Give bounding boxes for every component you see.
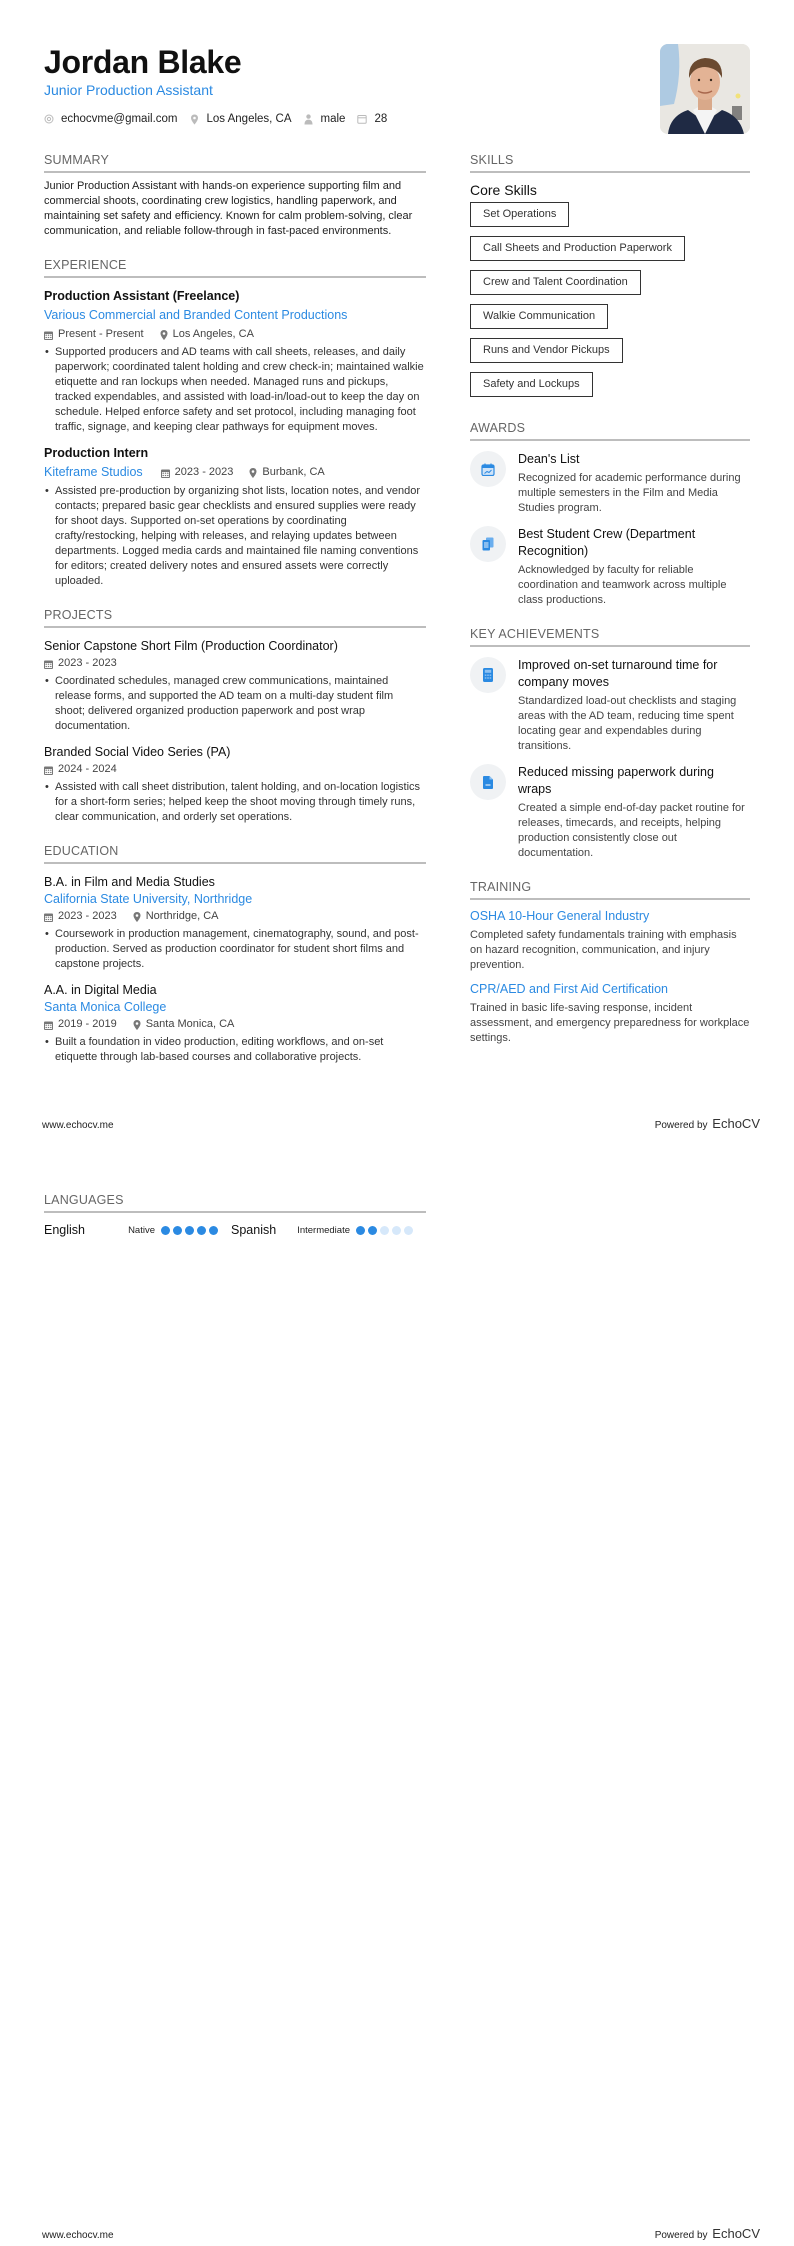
calendar-icon [161, 468, 170, 478]
bullet-item: • Coordinated schedules, managed crew communications, maintained release forms, and supported the AD team on a multi-day student film shoot; delivered organized production paperwork and post wrap documentation. [44, 674, 426, 734]
summary-section [44, 152, 426, 239]
job-title: Production Intern [44, 446, 149, 460]
dot-filled [197, 1226, 206, 1235]
map-pin-icon [133, 1020, 141, 1030]
degree: A.A. in Digital Media [44, 983, 157, 997]
bullet-item: • Built a foundation in video production, editing workflows, and on-set etiquette through lab-based courses and collaborative projects. [44, 1035, 426, 1065]
entry-location: Santa Monica, CA [133, 1017, 235, 1032]
contact-email[interactable] [44, 113, 178, 125]
entry-bullets [44, 674, 426, 734]
achievements-section [470, 626, 750, 861]
left-column [44, 152, 426, 1083]
project-title: Senior Capstone Short Film (Production Coordinator) [44, 639, 338, 653]
calendar-icon [44, 912, 53, 922]
school: California State University, Northridge [44, 892, 253, 906]
contact-gender [304, 113, 346, 125]
award-title: Best Student Crew (Department Recognition) [518, 527, 696, 558]
proficiency-dots [161, 1226, 221, 1235]
right-column [470, 152, 750, 1064]
skills-section [470, 152, 750, 406]
employer: Kiteframe Studios [44, 465, 143, 479]
entry-bullets [44, 484, 426, 589]
experience-entry [44, 445, 426, 589]
calculator-icon [483, 668, 493, 682]
summary-text: Junior Production Assistant with hands-on experience supporting film and commercial shoots, coordinating crew logistics, handling paperwork, and maintaining set safety and efficiency. Known for calm problem-solving, clear communication, and reliable follow-through in fast-paced environments. [44, 180, 413, 237]
job-title: Production Assistant (Freelance) [44, 289, 240, 303]
contact-gender-text: male [320, 113, 346, 125]
achievement-body [518, 657, 750, 754]
training-section [470, 879, 750, 1046]
dot-filled [185, 1226, 194, 1235]
footer-site-link[interactable]: www.echocv.me [42, 1120, 114, 1131]
school: Santa Monica College [44, 1000, 167, 1014]
entry-dates: 2023 - 2023 [44, 656, 117, 671]
skill-tag: Call Sheets and Production Paperwork [470, 236, 685, 261]
language-level: Native [128, 1224, 155, 1236]
resume-header [44, 44, 750, 136]
contact-email-text: echocvme@gmail.com [61, 113, 178, 125]
awards-section [470, 420, 750, 608]
degree: B.A. in Film and Media Studies [44, 875, 215, 889]
entry-meta [44, 656, 426, 671]
skills-group-title: Core Skills [470, 182, 537, 198]
entry-dates: 2024 - 2024 [44, 762, 117, 777]
dot-empty [380, 1226, 389, 1235]
employer: Various Commercial and Branded Content Productions [44, 308, 348, 322]
entry-dates: 2019 - 2019 [44, 1017, 117, 1032]
section-title: TRAINING [470, 879, 750, 900]
language-name: English [44, 1223, 85, 1237]
bullet-item: • Assisted pre-production by organizing shot lists, location notes, and vendor contacts; prepared basic gear checklists and ensured supplies were ready for shoot days. Supported on-set operations by coordinating crafty/restocking, helping with releases, and relaying updates between departments. Logged media cards and maintained file naming conventions for editors; created delivery notes and ensured assets were correctly uploaded. [44, 484, 426, 589]
candidate-name: Jordan Blake [44, 44, 242, 80]
section-title: KEY ACHIEVEMENTS [470, 626, 750, 647]
section-title: AWARDS [470, 420, 750, 441]
entry-bullets [44, 1035, 426, 1065]
section-title: PROJECTS [44, 607, 426, 628]
languages-row [44, 1223, 426, 1237]
award-body [518, 451, 750, 516]
award-desc: Acknowledged by faculty for reliable coordination and teamwork across multiple class productions. [518, 564, 727, 606]
map-pin-icon [249, 468, 257, 478]
document-icon [483, 776, 493, 789]
projects-section [44, 607, 426, 825]
dot-filled [173, 1226, 182, 1235]
project-title: Branded Social Video Series (PA) [44, 745, 231, 759]
entry-dates: 2023 - 2023 [161, 465, 234, 480]
award-icon-badge [470, 451, 506, 487]
achievement-title: Reduced missing paperwork during wraps [518, 765, 714, 796]
achievement-item [470, 657, 750, 754]
entry-bullets [44, 345, 426, 435]
achievement-item [470, 764, 750, 861]
bullet-item: • Assisted with call sheet distribution, talent holding, and on-location logistics for a short-form series; helped keep the shoot moving through timely runs, clear communication, and orderly set operations. [44, 780, 426, 825]
powered-by: Powered by EchoCV [654, 2226, 760, 2241]
entry-org-row [44, 464, 426, 481]
entry-dates: 2023 - 2023 [44, 909, 117, 924]
project-entry [44, 744, 426, 825]
award-desc: Recognized for academic performance during multiple semesters in the Film and Media Studies program. [518, 472, 741, 514]
experience-section [44, 257, 426, 589]
page-footer [42, 1116, 760, 1131]
language-level: Intermediate [297, 1224, 350, 1236]
calendar-icon [44, 659, 53, 669]
portrait-illustration [660, 44, 750, 134]
section-title: LANGUAGES [44, 1192, 426, 1213]
contact-location-text: Los Angeles, CA [206, 113, 292, 125]
entry-location: Los Angeles, CA [160, 327, 254, 342]
entry-location: Northridge, CA [133, 909, 219, 924]
training-desc: Completed safety fundamentals training with emphasis on hazard recognition, communication, and injury prevention. [470, 929, 737, 971]
training-title: CPR/AED and First Aid Certification [470, 982, 668, 996]
section-title: EDUCATION [44, 843, 426, 864]
calendar-icon [44, 765, 53, 775]
achievement-body [518, 764, 750, 861]
entry-meta [44, 327, 426, 342]
entry-meta [44, 1017, 426, 1032]
section-title: EXPERIENCE [44, 257, 426, 278]
achievement-desc: Standardized load-out checklists and staging areas with the AD team, reducing time spent locating gear and expendables during transitions. [518, 695, 737, 752]
award-title: Dean's List [518, 452, 580, 466]
page-footer [42, 2226, 760, 2241]
dot-filled [368, 1226, 377, 1235]
map-pin-icon [190, 114, 200, 124]
experience-entry [44, 288, 426, 435]
entry-bullets [44, 780, 426, 825]
entry-location: Burbank, CA [249, 465, 324, 480]
calendar-icon [44, 1020, 53, 1030]
contact-location [190, 113, 292, 125]
footer-site-link[interactable]: www.echocv.me [42, 2230, 114, 2241]
achievement-icon-badge [470, 657, 506, 693]
brand-name: EchoCV [712, 1116, 760, 1131]
skill-tags [470, 202, 750, 406]
candidate-role: Junior Production Assistant [44, 82, 213, 98]
contact-age [357, 113, 387, 125]
achievement-desc: Created a simple end-of-day packet routine for releases, timecards, and receipts, helping production consistently close out documentation. [518, 802, 745, 859]
education-entry [44, 874, 426, 972]
skill-tag: Safety and Lockups [470, 372, 593, 397]
bullet-item: • Coursework in production management, cinematography, sound, and post-production. Served as production coordinator for student short films and capstone projects. [44, 927, 426, 972]
award-item [470, 526, 750, 608]
at-icon [44, 114, 54, 124]
person-icon [304, 114, 314, 124]
calendar-icon [357, 114, 367, 124]
achievement-title: Improved on-set turnaround time for company moves [518, 658, 718, 689]
section-title: SKILLS [470, 152, 750, 173]
language-name: Spanish [231, 1223, 277, 1237]
entry-bullets [44, 927, 426, 972]
entry-dates: Present - Present [44, 327, 144, 342]
dot-filled [209, 1226, 218, 1235]
dot-empty [392, 1226, 401, 1235]
section-title: SUMMARY [44, 152, 426, 173]
dot-empty [404, 1226, 413, 1235]
calendar-chart-icon [481, 463, 495, 476]
skill-tag: Crew and Talent Coordination [470, 270, 641, 295]
languages-section [44, 1192, 426, 1237]
bullet-item: • Supported producers and AD teams with call sheets, releases, and daily paperwork; coordinated talent holding and crew check-in; maintained walkie etiquette and ran lockups when needed. Managed runs and pickups, tracked expendables, and assisted with load-in/load-out to keep the day on schedule. Helped enforce safety and set protocol, including managing foot traffic, signage, and keeping clear pathways for equipment moves. [44, 345, 426, 435]
map-pin-icon [133, 912, 141, 922]
award-item [470, 451, 750, 516]
contact-row [44, 113, 750, 125]
training-desc: Trained in basic life-saving response, incident assessment, and emergency preparedness for workplace settings. [470, 1002, 750, 1044]
skill-tag: Runs and Vendor Pickups [470, 338, 623, 363]
profile-photo [660, 44, 750, 134]
calendar-icon [44, 330, 53, 340]
dot-filled [356, 1226, 365, 1235]
education-section [44, 843, 426, 1065]
entry-meta [161, 465, 341, 480]
training-title: OSHA 10-Hour General Industry [470, 909, 650, 923]
skill-tag: Set Operations [470, 202, 569, 227]
map-pin-icon [160, 330, 168, 340]
powered-by: Powered by EchoCV [654, 1116, 760, 1131]
award-body [518, 526, 750, 608]
achievement-icon-badge [470, 764, 506, 800]
clipboard-copy-icon [482, 537, 494, 551]
contact-age-text: 28 [374, 113, 388, 125]
proficiency-dots [356, 1226, 416, 1235]
education-entry [44, 982, 426, 1065]
award-icon-badge [470, 526, 506, 562]
project-entry [44, 638, 426, 734]
dot-filled [161, 1226, 170, 1235]
entry-meta [44, 762, 426, 777]
entry-meta [44, 909, 426, 924]
skill-tag: Walkie Communication [470, 304, 608, 329]
brand-name: EchoCV [712, 2226, 760, 2241]
